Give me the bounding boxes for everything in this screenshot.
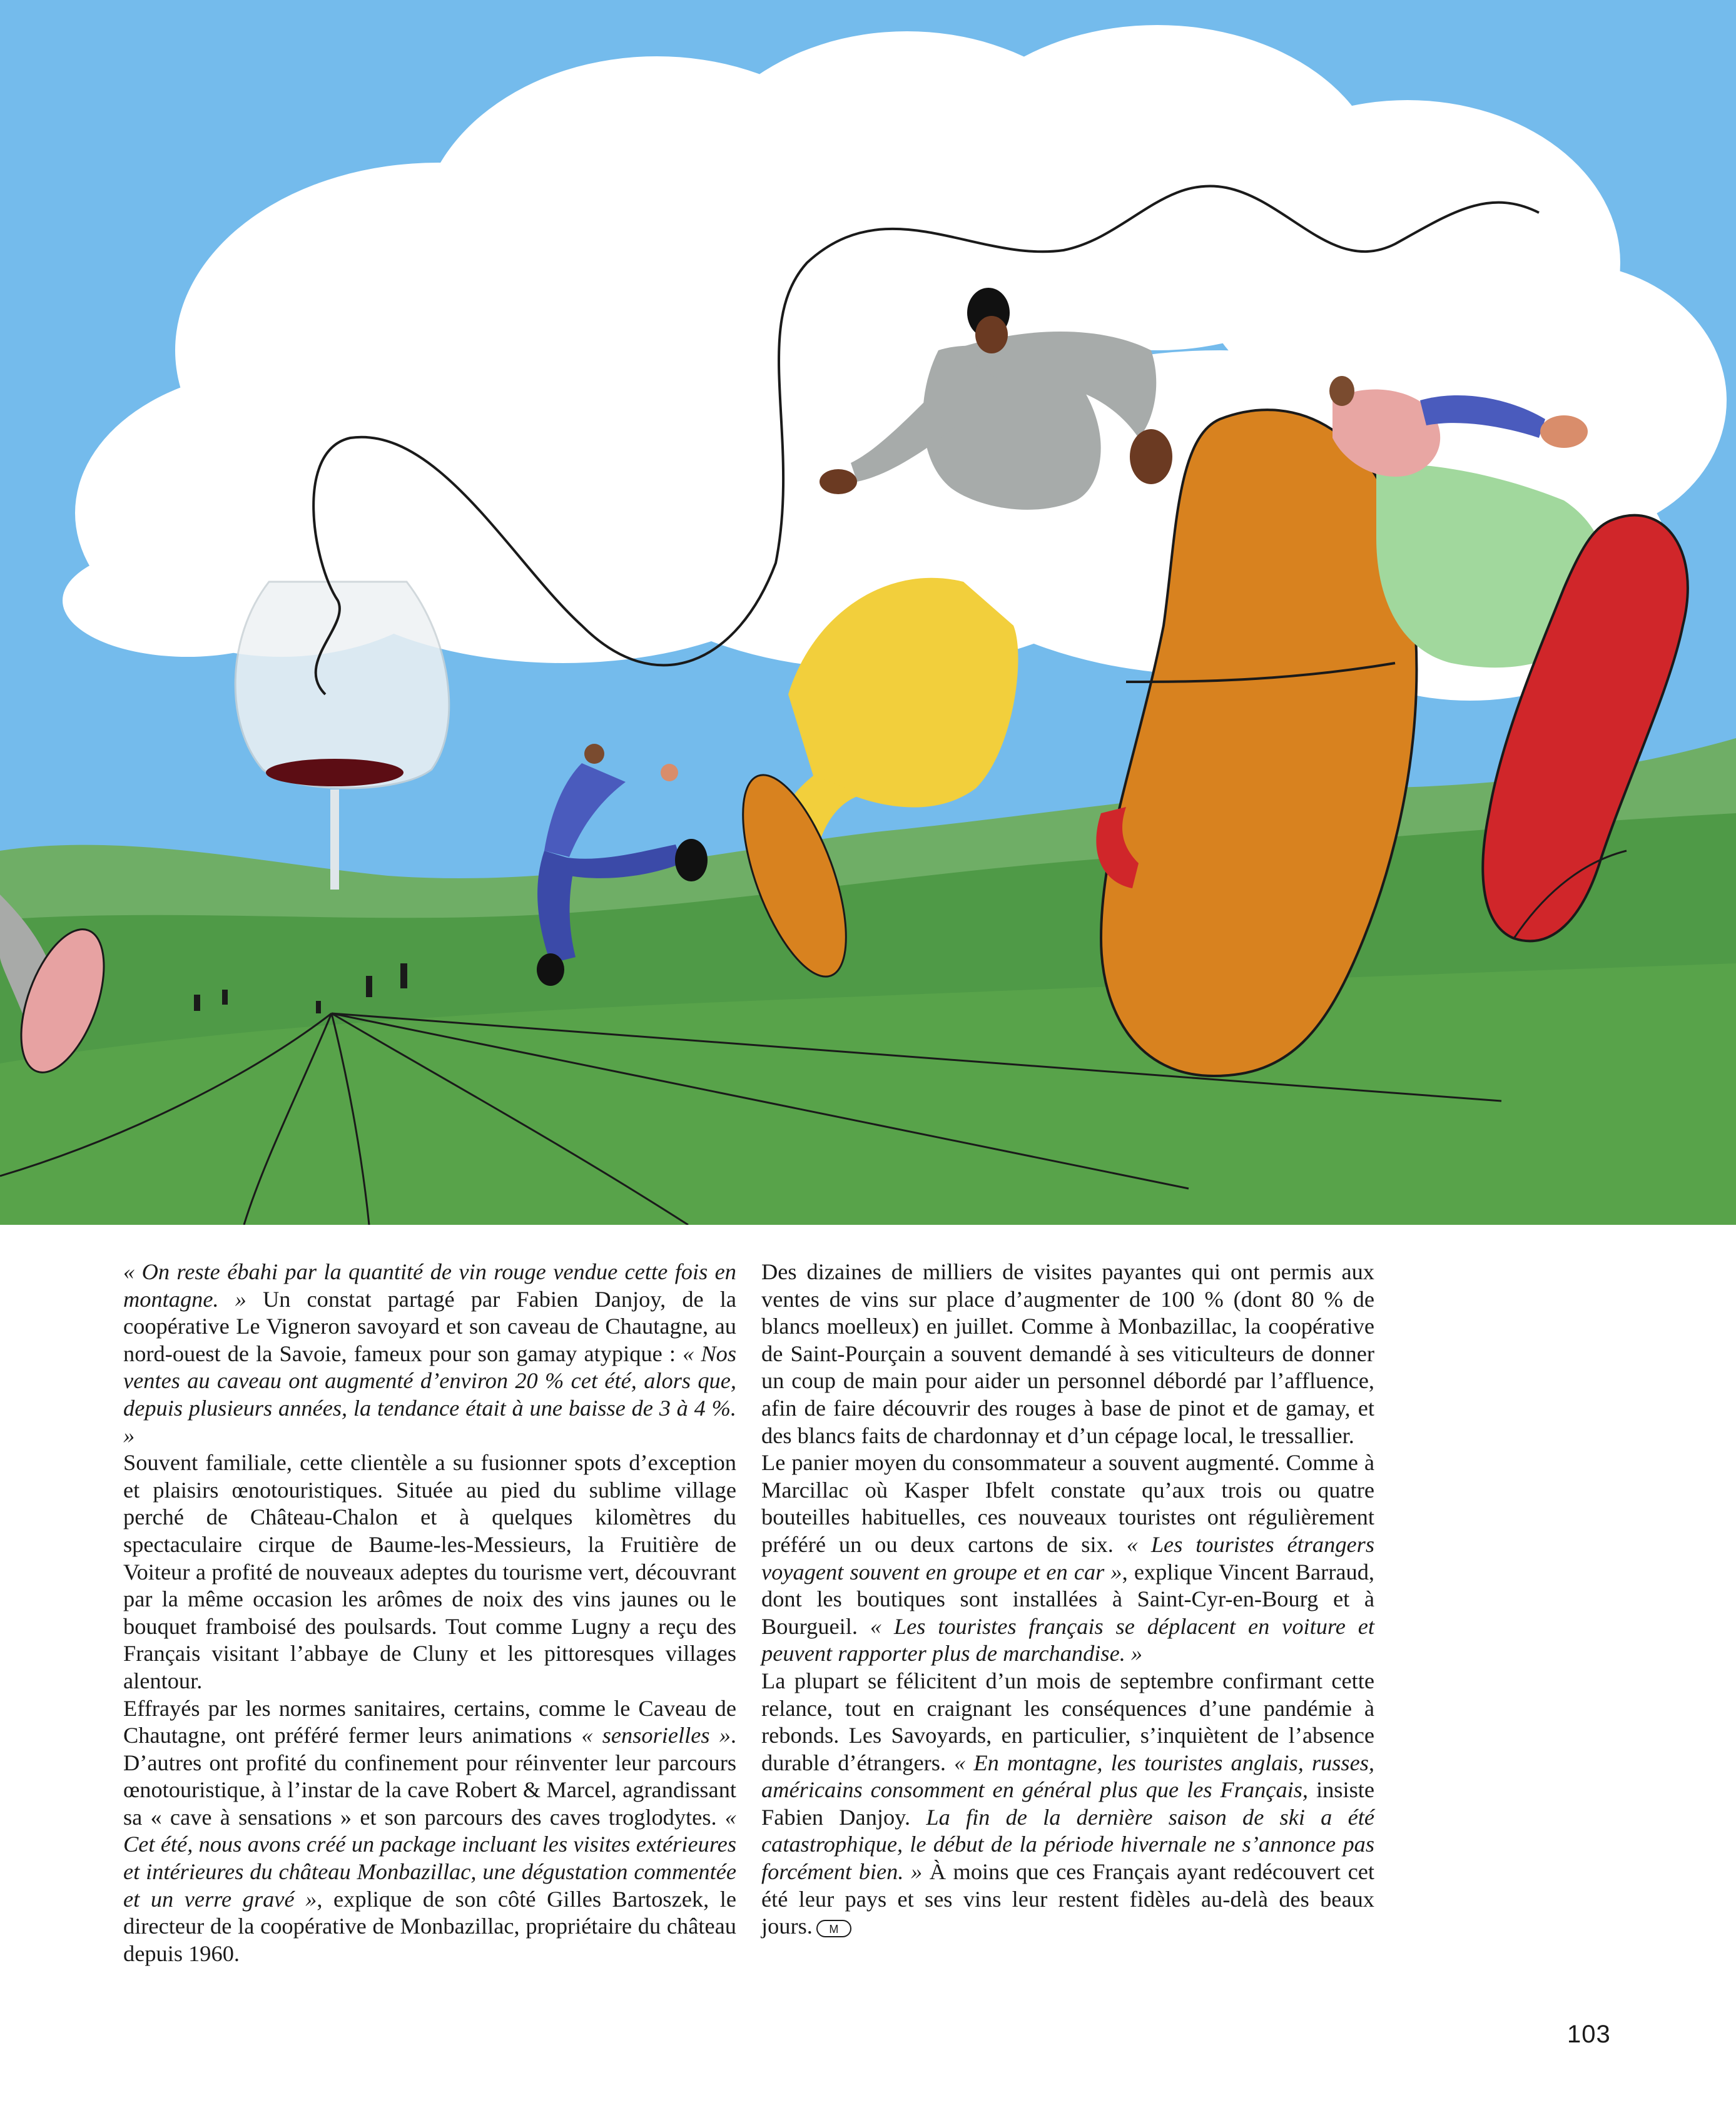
article-paragraph (123, 1259, 736, 1449)
body-text: À moins que ces Français ayant redécouvert cet été leur pays et ses vins leur restent fidèles au-delà des beaux jours. (761, 1859, 1374, 1939)
body-text: , explique de son côté Gilles Bartoszek, le directeur de la coopérative de Monbazillac, propriétaire du château depuis 1960. (123, 1886, 736, 1966)
quote-text: « Les touristes étrangers voyagent souvent en groupe et en car » (761, 1531, 1374, 1585)
article-paragraph (123, 1449, 736, 1695)
quote-text: La fin de la dernière saison de ski a été catastrophique, le début de la période hivernale ne s’annonce pas forcément bien. » (761, 1804, 1374, 1885)
article-paragraph (761, 1449, 1374, 1668)
article-column-right (761, 1259, 1374, 1940)
body-text: Souvent familiale, cette clientèle a su fusionner spots d’exception et plaisirs œnotouristiques. Située au pied du sublime village perché de Château-Chalon et à quelques kilomètres du spectaculaire cirque de Baume-les-Messieurs, la Fruitière de Voiteur a profité de nouveaux adeptes du tourisme vert, découvrant par la même occasion les arômes de noix des vins jaunes ou le bouquet framboisé des poulsards. Tout comme Lugny a reçu des Français visitant l’abbaye de Cluny et les pittoresques villages alentour. (123, 1450, 736, 1693)
quote-text: « sensorielles » (581, 1723, 731, 1748)
body-text: Un constat partagé par Fabien Danjoy, de la coopérative Le Vigneron savoyard et son caveau de Chautagne, au nord-ouest de la Savoie, fameux pour son gamay atypique : (123, 1286, 736, 1366)
article-paragraph (123, 1695, 736, 1968)
body-text: insiste Fabien Danjoy. (761, 1777, 1374, 1830)
quote-text: « Nos ventes au caveau ont augmenté d’environ 20 % cet été, alors que, depuis plusieurs années, la tendance était à une baisse de 3 à 4 %. » (123, 1341, 736, 1448)
article-paragraph (761, 1668, 1374, 1940)
quote-text: « En montagne, les touristes anglais, russes, américains consomment en général plus que les Français, (761, 1750, 1374, 1803)
body-text: Le panier moyen du consommateur a souvent augmenté. Comme à Marcillac où Kasper Ibfelt constate qu’aux trois ou quatre bouteilles habituelles, ces nouveaux touristes ont régulièrement préféré un ou deux cartons de six. (761, 1450, 1374, 1557)
body-text: . D’autres ont profité du confinement pour réinventer leur parcours œnotouristique, à l’instar de la cave Robert & Marcel, agrandissant sa « cave à sensations » et son parcours des caves troglodytes. (123, 1723, 736, 1830)
quote-text: « Les touristes français se déplacent en voiture et peuvent rapporter plus de marchandise. » (761, 1613, 1374, 1666)
body-text: , explique Vincent Barraud, dont les boutiques sont installées à Saint-Cyr-en-Bourg et à Bourgueil. (761, 1559, 1374, 1639)
page-number: 103 (1567, 2021, 1611, 2048)
quote-text: « Cet été, nous avons créé un package incluant les visites extérieures et intérieures du château Monbazillac, une dégustation commentée et un verre gravé » (123, 1804, 736, 1912)
body-text: Des dizaines de milliers de visites payantes qui ont permis aux ventes de vins sur place d’augmenter de 100 % (dont 80 % de blancs moelleux) en juillet. Comme à Monbazillac, la coopérative de Saint-Pourçain a souvent demandé à ses viticulteurs de donner un coup de main pour aider un personnel débordé par l’affluence, afin de faire découvrir des rouges à base de pinot et de gamay, et des blancs faits de chardonnay et d’un cépage local, le tressallier. (761, 1259, 1374, 1448)
body-text: La plupart se félicitent d’un mois de septembre confirmant cette relance, tout en craignant les conséquences d’une pandémie à rebonds. Les Savoyards, en particulier, s’inquiètent de l’absence durable d’étrangers. (761, 1668, 1374, 1775)
quote-text: « On reste ébahi par la quantité de vin rouge vendue cette fois en montagne. » (123, 1259, 736, 1312)
body-text: Effrayés par les normes sanitaires, certains, comme le Caveau de Chautagne, ont préféré fermer leurs animations (123, 1695, 736, 1748)
end-mark-icon: M (816, 1920, 851, 1937)
article-column-left (123, 1259, 736, 1967)
article-paragraph (761, 1259, 1374, 1449)
